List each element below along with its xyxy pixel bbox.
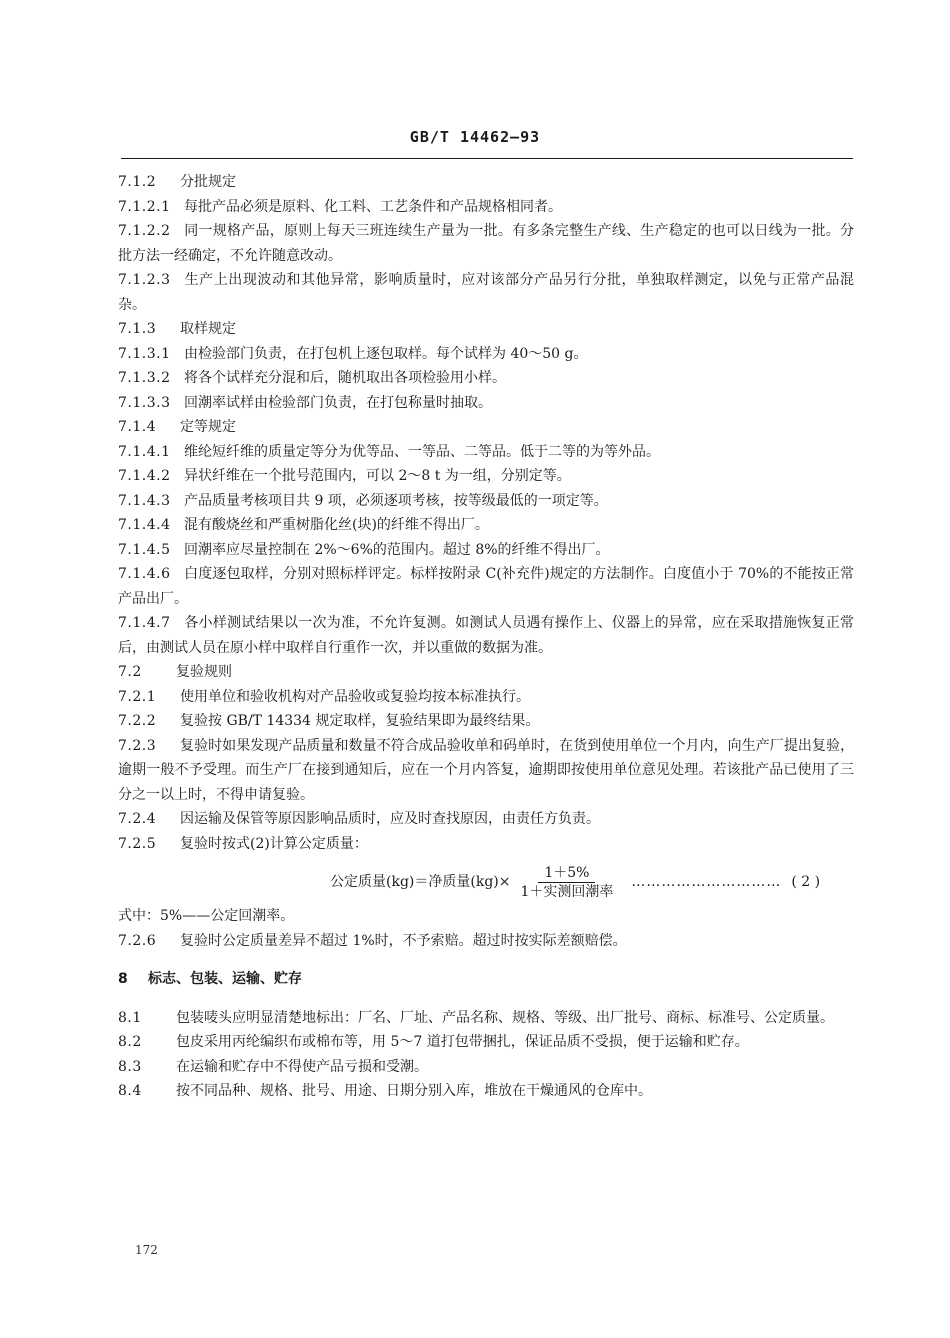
clause-7-2-2 [118,709,854,734]
clause-text: 复验时按式(2)计算公定质量： [180,835,368,852]
clause-text: 因运输及保管等原因影响品质时，应及时查找原因，由责任方负责。 [180,811,600,827]
clause-7-1-2-1 [118,195,854,220]
clause-number: 7.1.4.2 [118,468,171,484]
header-divider [121,158,853,159]
page-number: 172 [135,1243,158,1257]
clause-7-1-4-2 [118,464,854,489]
clause-text: 在运输和贮存中不得使产品亏损和受潮。 [176,1058,428,1075]
formula-leader-dots: ………………………… [631,874,782,891]
clause-7-1-2-3 [118,268,854,317]
formula-2 [118,858,854,904]
section-number: 8 [118,971,129,987]
clause-7-1-4-7 [118,611,854,660]
clause-number: 8.2 [118,1034,142,1050]
clause-text: 各小样测试结果以一次为准，不允许复测。如测试人员遇有操作上、仪器上的异常，应在采取措施恢复正常后，由测试人员在原小样中取样自行重作一次，并以重做的数据为准。 [118,615,854,656]
clause-7-2-3 [118,734,854,808]
clause-number: 7.1.3 [118,321,157,337]
clause-text: 取样规定 [180,321,236,337]
clause-number: 8.4 [118,1083,142,1099]
clause-7-2 [118,660,854,685]
clause-7-1-3-1 [118,342,854,367]
clause-8-1 [118,1006,854,1031]
page-body [118,170,854,1104]
clause-7-1-4 [118,415,854,440]
clause-8-4 [118,1079,854,1104]
clause-8-3 [118,1055,854,1080]
clause-7-2-4 [118,807,854,832]
formula-numerator: 1＋5% [538,864,595,883]
clause-number: 7.2.5 [118,835,157,852]
clause-7-2-1 [118,685,854,710]
clause-text: 分批规定 [180,174,236,190]
formula-expression [330,864,820,901]
clause-text: 定等规定 [180,419,236,435]
clause-text: 复验规则 [176,664,232,680]
clause-7-1-3-3 [118,391,854,416]
clause-text: 同一规格产品，原则上每天三班连续生产量为一批。有多条完整生产线、生产稳定的也可以日线为一批。分批方法一经确定，不允许随意改动。 [118,223,854,264]
clause-text: 回潮率试样由检验部门负责，在打包称量时抽取。 [184,394,492,411]
clause-text: 复验时公定质量差异不超过 1%时，不予索赔。超过时按实际差额赔偿。 [180,932,627,949]
clause-number: 8.3 [118,1058,142,1075]
clause-number: 7.1.4 [118,419,157,435]
clause-text: 按不同品种、规格、批号、用途、日期分别入库，堆放在干燥通风的仓库中。 [176,1083,652,1099]
clause-7-1-4-5 [118,538,854,563]
clause-number: 7.2 [118,664,142,680]
clause-7-1-2 [118,170,854,195]
clause-7-1-4-4 [118,513,854,538]
clause-number: 7.1.4.5 [118,541,171,558]
formula-number: ( 2 ) [791,874,821,891]
clause-text: 每批产品必须是原料、化工料、工艺条件和产品规格相同者。 [184,198,562,215]
clause-7-2-6 [118,929,854,954]
clause-number: 7.2.6 [118,932,157,949]
clause-number: 7.2.3 [118,737,157,754]
clause-7-1-2-2 [118,219,854,268]
clause-number: 7.2.2 [118,713,157,729]
clause-number: 7.1.2.1 [118,198,171,215]
clause-text: 由检验部门负责，在打包机上逐包取样。每个试样为 40～50 g。 [184,345,588,362]
clause-number: 7.1.4.1 [118,443,171,460]
clause-number: 7.1.3.3 [118,394,171,411]
clause-text: 产品质量考核项目共 9 项，必须逐项考核，按等级最低的一项定等。 [184,492,608,509]
clause-7-1-4-6 [118,562,854,611]
clause-number: 8.1 [118,1009,142,1026]
section-title: 标志、包装、运输、贮存 [148,971,302,987]
formula-denominator: 1＋实测回潮率 [520,884,614,900]
clause-number: 7.2.4 [118,811,157,827]
clause-7-1-4-1 [118,440,854,465]
clause-text: 包装唛头应明显清楚地标出：厂名、厂址、产品名称、规格、等级、出厂批号、商标、标准号、公定质量。 [176,1009,834,1026]
clause-text: 复验按 GB/T 14334 规定取样，复验结果即为最终结果。 [180,713,540,729]
clause-number: 7.1.3.1 [118,345,171,362]
clause-text: 包皮采用丙纶编织布或棉布等，用 5～7 道打包带捆扎，保证品质不受损，便于运输和贮存。 [176,1034,749,1050]
clause-text: 复验时如果发现产品质量和数量不符合成品验收单和码单时，在货到使用单位一个月内，向生产厂提出复验，逾期一般不予受理。而生产厂在接到通知后，应在一个月内答复，逾期即按使用单位意见处理。若该批产品已使用了三分之一以上时，不得申请复验。 [118,737,854,803]
clause-7-2-5 [118,832,854,857]
section-8-heading [118,967,854,992]
clause-number: 7.1.4.6 [118,566,171,582]
clause-text: 维纶短纤维的质量定等分为优等品、一等品、二等品。低于二等的为等外品。 [184,443,660,460]
formula-lhs: 公定质量(kg)＝净质量(kg)× [330,874,511,891]
clause-7-1-3 [118,317,854,342]
clause-number: 7.1.2.3 [118,272,171,288]
standard-code-header: GB/T 14462—93 [409,128,541,146]
clause-number: 7.1.3.2 [118,370,171,386]
formula-note: 式中：5%——公定回潮率。 [118,908,295,924]
clause-7-1-4-3 [118,489,854,514]
clause-text: 生产上出现波动和其他异常，影响质量时，应对该部分产品另行分批，单独取样测定，以免与正常产品混杂。 [118,272,854,313]
clause-7-1-3-2 [118,366,854,391]
clause-number: 7.1.2 [118,174,157,190]
clause-text: 将各个试样充分混和后，随机取出各项检验用小样。 [184,370,506,386]
clause-text: 混有酸烧丝和严重树脂化丝(块)的纤维不得出厂。 [184,517,489,533]
clause-number: 7.2.1 [118,688,157,705]
clause-text: 异状纤维在一个批号范围内，可以 2～8 t 为一组，分别定等。 [184,468,571,484]
formula-fraction [514,864,619,901]
clause-number: 7.1.4.3 [118,492,171,509]
clause-8-2 [118,1030,854,1055]
clause-text: 白度逐包取样，分别对照标样评定。标样按附录 C(补充件)规定的方法制作。白度值小于 70%的不能按正常产品出厂。 [118,566,854,607]
clause-text: 回潮率应尽量控制在 2%～6%的范围内。超过 8%的纤维不得出厂。 [184,541,610,558]
clause-number: 7.1.4.4 [118,517,171,533]
clause-number: 7.1.2.2 [118,223,171,239]
clause-text: 使用单位和验收机构对产品验收或复验均按本标准执行。 [180,688,530,705]
clause-number: 7.1.4.7 [118,615,171,631]
